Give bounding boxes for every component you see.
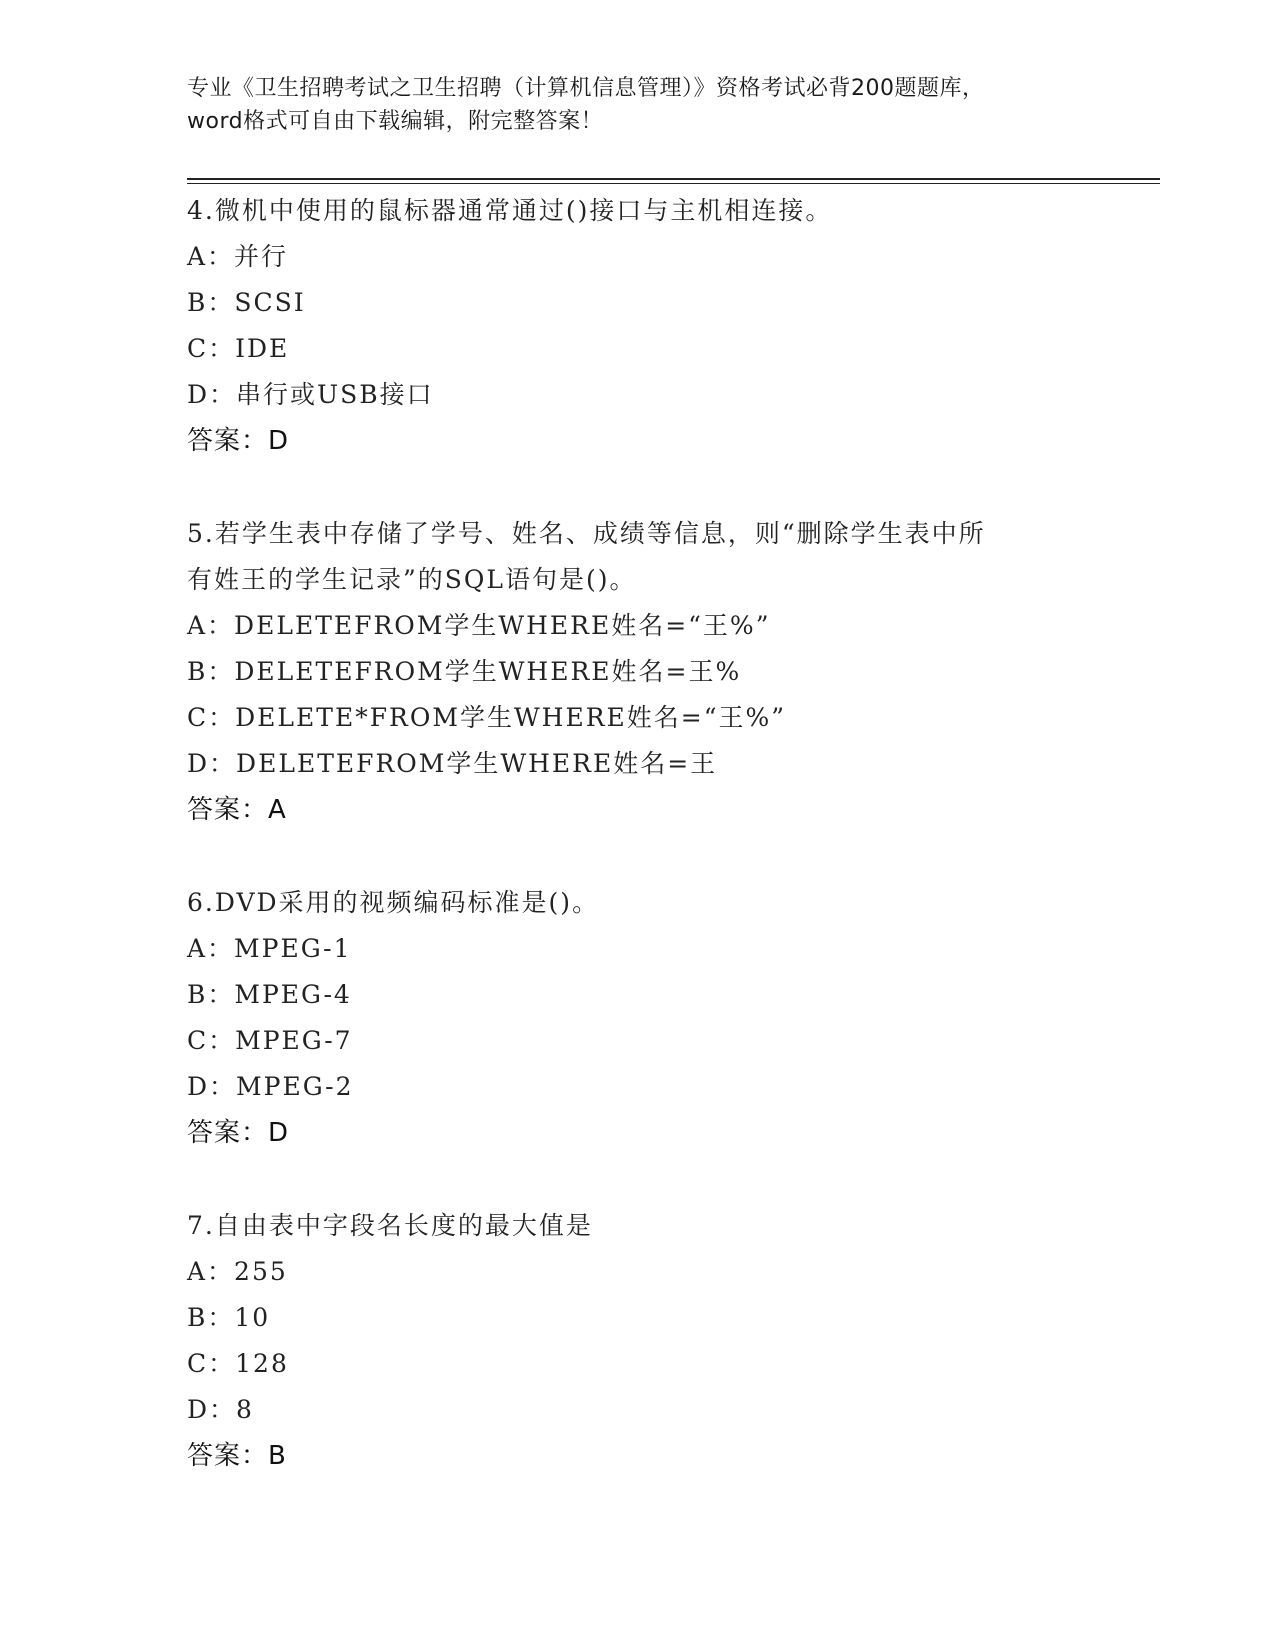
question-stem-line: 5.若学生表中存储了学号、姓名、成绩等信息，则“删除学生表中所	[187, 519, 986, 548]
answer-label: 答案：D	[187, 1118, 290, 1148]
option-c: C：MPEG-7	[187, 1026, 353, 1055]
question-6	[187, 880, 1087, 1156]
question-stem-line: 4.微机中使用的鼠标器通常通过()接口与主机相连接。	[187, 196, 833, 225]
option-d: D：DELETEFROM学生WHERE姓名=王	[187, 749, 718, 778]
question-stem	[187, 1203, 1087, 1249]
question-stem-line: 有姓王的学生记录”的SQL语句是()。	[187, 565, 637, 594]
option-d: D：8	[187, 1395, 254, 1424]
document-header	[187, 72, 1087, 138]
question-stem-line: 6.DVD采用的视频编码标准是()。	[187, 888, 600, 917]
option-b: B：DELETEFROM学生WHERE姓名=王%	[187, 657, 742, 686]
option-b: B：SCSI	[187, 288, 306, 317]
option-a: A：DELETEFROM学生WHERE姓名=“王%”	[187, 611, 771, 640]
question-stem	[187, 188, 1087, 234]
header-line-2: word格式可自由下载编辑，附完整答案！	[187, 109, 604, 134]
header-divider-thick	[187, 178, 1160, 180]
question-list	[187, 188, 1087, 1526]
question-7	[187, 1203, 1087, 1479]
question-4	[187, 188, 1087, 464]
option-a: A：并行	[187, 242, 289, 271]
answer-label: 答案：B	[187, 1441, 287, 1471]
option-d: D：MPEG-2	[187, 1072, 354, 1101]
option-b: B：MPEG-4	[187, 980, 352, 1009]
question-stem	[187, 880, 1087, 926]
answer-label: 答案：A	[187, 795, 287, 825]
option-c: C：IDE	[187, 334, 290, 363]
option-a: A：MPEG-1	[187, 934, 352, 963]
header-divider-thin	[187, 183, 1160, 184]
option-c: C：128	[187, 1349, 289, 1378]
question-stem	[187, 511, 1087, 603]
option-c: C：DELETE*FROM学生WHERE姓名=“王%”	[187, 703, 787, 732]
header-line-1: 专业《卫生招聘考试之卫生招聘（计算机信息管理）》资格考试必背200题题库，	[187, 76, 985, 101]
question-5	[187, 511, 1087, 833]
option-b: B：10	[187, 1303, 271, 1332]
option-a: A：255	[187, 1257, 288, 1286]
question-stem-line: 7.自由表中字段名长度的最大值是	[187, 1211, 593, 1240]
option-d: D：串行或USB接口	[187, 380, 434, 409]
answer-label: 答案：D	[187, 426, 290, 456]
